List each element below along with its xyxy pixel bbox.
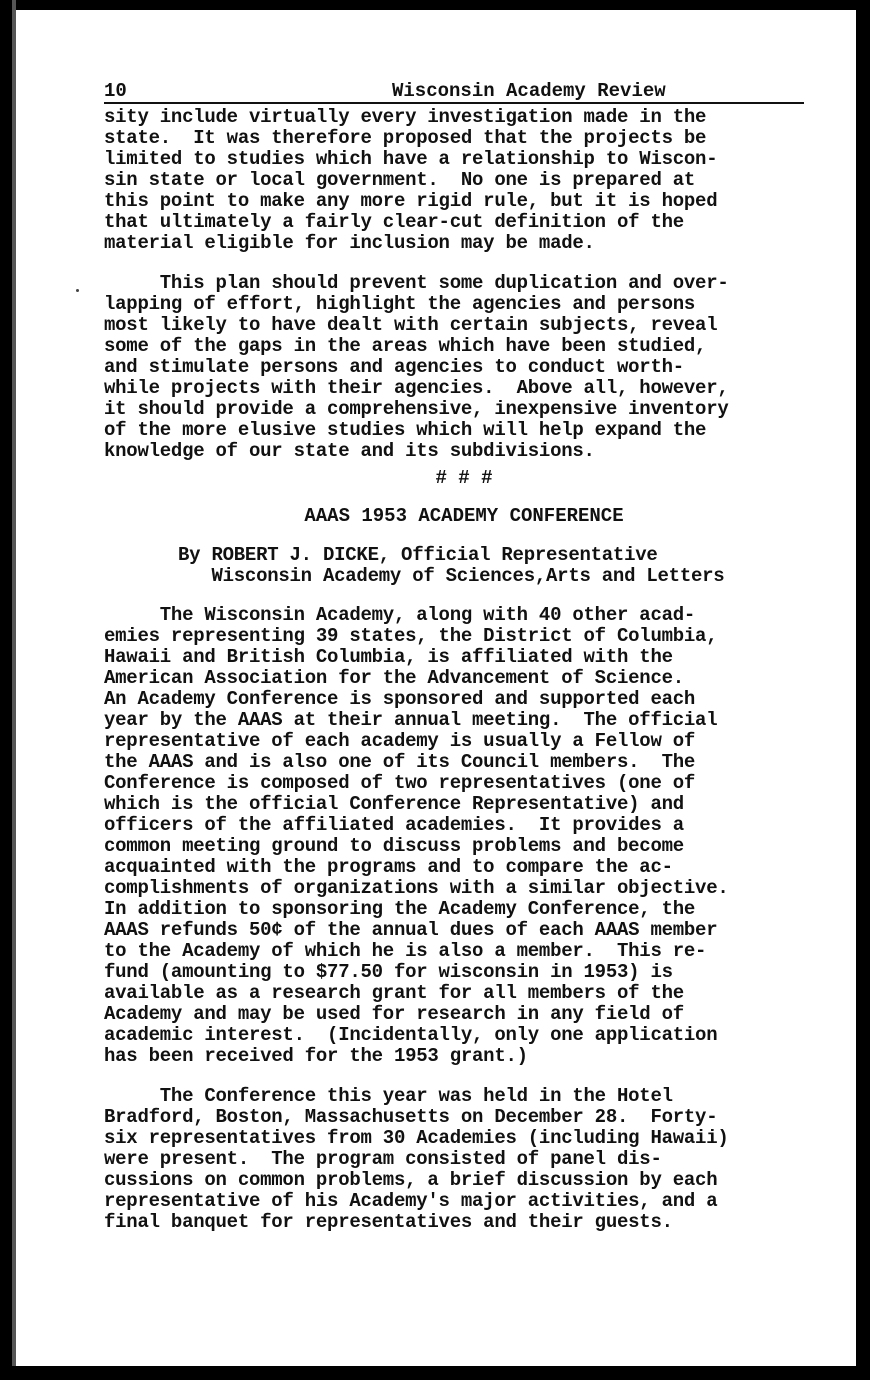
page-header <box>104 80 804 104</box>
article-byline: By ROBERT J. DICKE, Official Representative Wisconsin Academy of Sciences,Arts and Letters <box>178 544 725 587</box>
scan-border-bottom <box>0 1366 870 1380</box>
stray-ink-dot <box>76 289 79 292</box>
section-separator: # # # <box>435 467 493 489</box>
page-number: 10 <box>104 80 127 102</box>
article-heading: AAAS 1953 ACADEMY CONFERENCE <box>304 505 624 527</box>
scan-border-left-shadow <box>12 0 16 1380</box>
paragraph-conference: The Conference this year was held in the Hotel Bradford, Boston, Massachusetts on December 28. Forty- six representatives from 30 Academies (including Hawaii) were present. The program consisted of panel dis- cussions on common problems, a brief discussion by each representative of his Academy's major activities, and a final banquet for representatives and their guests. <box>104 1085 729 1233</box>
scan-border-top <box>0 0 870 10</box>
paragraph-continuation: sity include virtually every investigation made in the state. It was therefore proposed that the projects be limited to studies which have a relationship to Wiscon- sin state or local government. No one is prepared at this point to make any more rigid rule, but it is hoped that ultimately a fairly clear-cut definition of the material eligible for inclusion may be made. <box>104 106 718 254</box>
paragraph-plan: This plan should prevent some duplication and over- lapping of effort, highlight the agencies and persons most likely to have dealt with certain subjects, reveal some of the gaps in the areas which have been studied, and stimulate persons and agencies to conduct worth- while projects with their agencies. Above all, however, it should provide a comprehensive, inexpensive inventory of the more elusive studies which will help expand the knowledge of our state and its subdivisions. <box>104 272 729 462</box>
scan-border-right <box>856 0 870 1380</box>
running-title: Wisconsin Academy Review <box>392 80 666 102</box>
paragraph-affiliation: The Wisconsin Academy, along with 40 other acad- emies representing 39 states, the District of Columbia, Hawaii and British Columbia, is affiliated with the American Association for the Advancement of Science. An Academy Conference is sponsored and supported each year by the AAAS at their annual meeting. The official representative of each academy is usually a Fellow of the AAAS and is also one of its Council members. The Conference is composed of two representatives (one of which is the official Conference Representative) and officers of the affiliated academies. It provides a common meeting ground to discuss problems and become acquainted with the programs and to compare the ac- complishments of organizations with a similar objective. In addition to sponsoring the Academy Conference, the AAAS refunds 50¢ of the annual dues of each AAAS member to the Academy of which he is also a member. This re- fund (amounting to $77.50 for wisconsin in 1953) is available as a research grant for all members of the Academy and may be used for research in any field of academic interest. (Incidentally, only one application has been received for the 1953 grant.) <box>104 604 729 1067</box>
scan-border-left <box>0 0 12 1380</box>
document-page <box>104 80 804 1233</box>
